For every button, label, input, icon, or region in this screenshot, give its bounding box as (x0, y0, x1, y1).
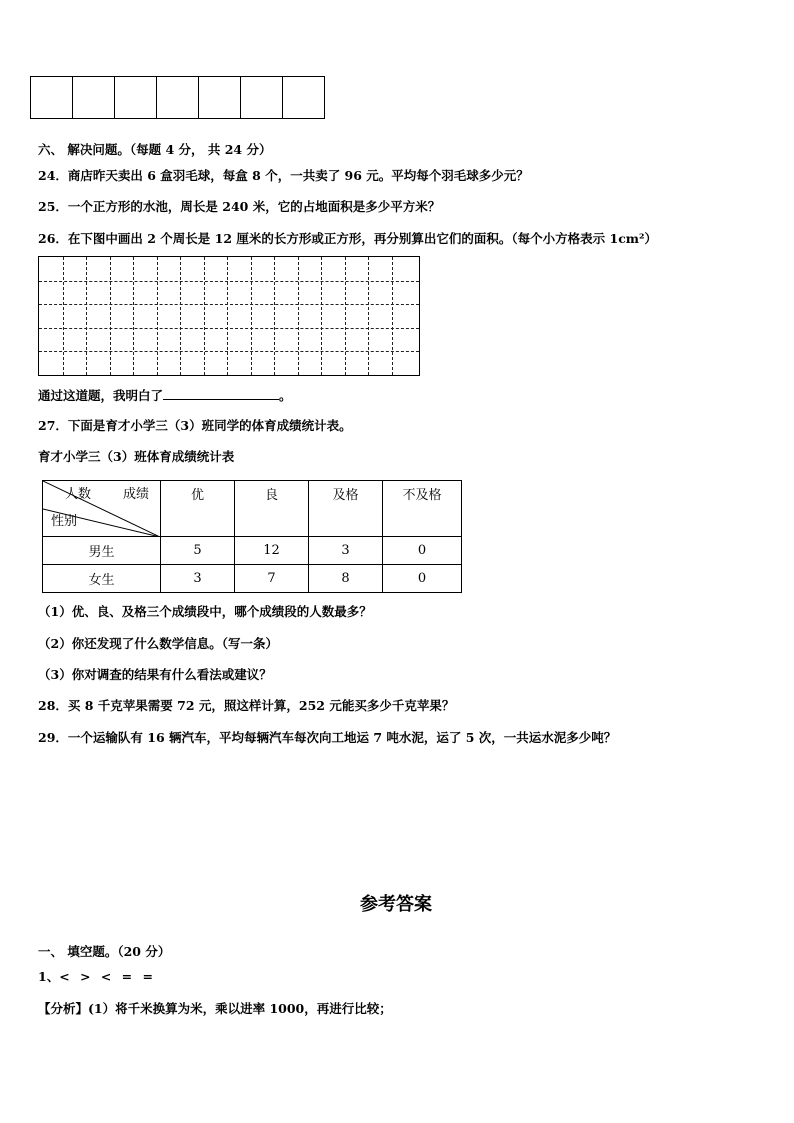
column-header: 优 (161, 481, 235, 537)
question-26-followup (38, 387, 292, 404)
grid-line (133, 257, 134, 375)
corner-label-count: 人数 (65, 487, 92, 502)
answer-blank[interactable] (163, 387, 279, 400)
table-cell: 12 (235, 537, 309, 565)
question-25: 25．一个正方形的水池，周长是 240 米，它的占地面积是多少平方米？ (38, 199, 441, 214)
table-row (43, 565, 462, 593)
question-29: 29．一个运输队有 16 辆汽车，平均每辆汽车每次向工地运 7 吨水泥，运了 5 次，一共运水泥多少吨？ (38, 730, 617, 745)
grid-line (392, 257, 393, 375)
question-27-sub-1: （1）优、良、及格三个成绩段中，哪个成绩段的人数最多？ (38, 604, 372, 619)
grid-line (204, 257, 205, 375)
grid-line (298, 257, 299, 375)
table-caption: 育才小学三（3）班体育成绩统计表 (38, 449, 235, 464)
table-cell: 5 (161, 537, 235, 565)
answer-analysis: 【分析】(1）将千米换算为米，乘以进率 1000，再进行比较； (38, 1001, 392, 1016)
table-cell: 7 (235, 565, 309, 593)
row-label: 女生 (43, 565, 161, 593)
grid-line (39, 281, 419, 282)
corner-label-gender: 性别 (51, 514, 78, 529)
table-cell: 8 (309, 565, 383, 593)
answer-box[interactable] (30, 76, 73, 119)
table-cell: 0 (383, 565, 462, 593)
grid-line (157, 257, 158, 375)
table-cell: 0 (383, 537, 462, 565)
grid-line (180, 257, 181, 375)
grid-line (251, 257, 252, 375)
followup-suffix: 。 (279, 388, 292, 403)
answer-box[interactable] (282, 76, 325, 119)
question-24: 24．商店昨天卖出 6 盒羽毛球，每盒 8 个，一共卖了 96 元。平均每个羽毛球多少元？ (38, 168, 529, 183)
grid-line (110, 257, 111, 375)
question-28: 28．买 8 千克苹果需要 72 元，照这样计算，252 元能买多少千克苹果？ (38, 698, 455, 713)
answer-box[interactable] (156, 76, 199, 119)
column-header: 良 (235, 481, 309, 537)
question-26: 26．在下图中画出 2 个周长是 12 厘米的长方形或正方形，再分别算出它们的面积。（每个小方格表示 1cm²） (38, 231, 658, 246)
section-6-heading: 六、 解决问题。（每题 4 分， 共 24 分） (38, 142, 272, 157)
answers-section-1: 一、 填空题。（20 分） (38, 944, 171, 959)
answer-boxes (30, 76, 325, 119)
table-cell: 3 (161, 565, 235, 593)
table-corner-cell (43, 481, 161, 537)
stats-table (42, 480, 462, 593)
answer-1: 1、< > < = = (38, 969, 153, 984)
column-header: 不及格 (383, 481, 462, 537)
followup-prefix: 通过这道题，我明白了 (38, 388, 164, 403)
column-header: 及格 (309, 481, 383, 537)
answer-box[interactable] (198, 76, 241, 119)
corner-label-grade: 成绩 (123, 487, 150, 502)
drawing-grid[interactable] (38, 256, 420, 376)
question-27-sub-2: （2）你还发现了什么数学信息。（写一条） (38, 636, 278, 651)
answer-box[interactable] (72, 76, 115, 119)
grid-line (39, 328, 419, 329)
table-row (43, 537, 462, 565)
question-27-sub-3: （3）你对调查的结果有什么看法或建议？ (38, 667, 272, 682)
grid-line (63, 257, 64, 375)
question-27: 27．下面是育才小学三（3）班同学的体育成绩统计表。 (38, 418, 352, 433)
row-label: 男生 (43, 537, 161, 565)
grid-line (345, 257, 346, 375)
answer-box[interactable] (114, 76, 157, 119)
answer-box[interactable] (240, 76, 283, 119)
table-cell: 3 (309, 537, 383, 565)
answers-title: 参考答案 (360, 894, 432, 915)
grid-line (39, 304, 419, 305)
grid-line (86, 257, 87, 375)
grid-line (321, 257, 322, 375)
grid-line (368, 257, 369, 375)
grid-line (227, 257, 228, 375)
grid-line (274, 257, 275, 375)
grid-line (39, 351, 419, 352)
